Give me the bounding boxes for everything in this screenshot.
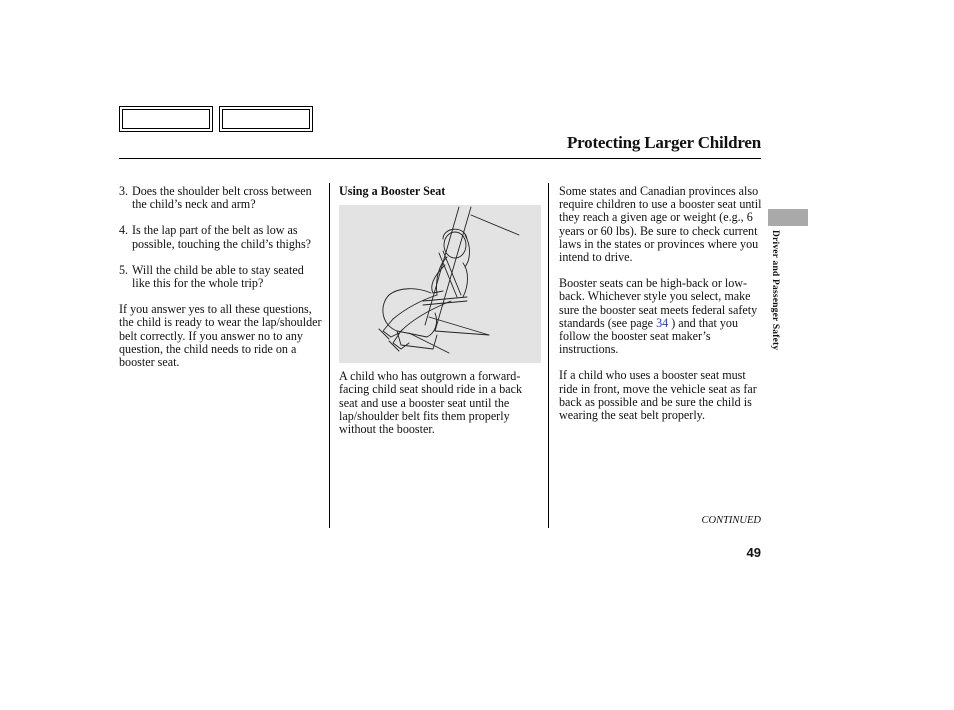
question-number: 5. — [119, 262, 129, 277]
column-1 — [119, 185, 323, 382]
question-number: 3. — [119, 184, 129, 198]
paragraph-text: Booster seats can be high-back or low-back. Whichever style you select, make sure the booster seat meets federal safety standards (see page — [559, 276, 758, 330]
child-on-booster-seat-illustration — [339, 205, 541, 363]
question-number: 4. — [119, 223, 129, 238]
section-tab — [768, 209, 808, 226]
page-reference-link[interactable]: 34 — [656, 315, 669, 330]
laws-paragraph: Some states and Canadian provinces also require children to use a booster seat until they reach a given age or weight (e.g., 6 years or 60 lbs). Be sure to check current laws in the states or provinces where you intend to drive. — [559, 184, 762, 265]
conclusion-paragraph: If you answer yes to all these questions, the child is ready to wear the lap/shoulder belt correctly. If you answer no to any question, the child needs to ride on a booster seat. — [119, 302, 322, 370]
page-number: 49 — [746, 545, 761, 560]
question-4 — [119, 224, 323, 250]
question-text: Is the lap part of the belt as low as possible, touching the child’s thighs? — [132, 223, 312, 251]
nav-button-1[interactable] — [119, 106, 213, 132]
column-divider-1 — [329, 183, 330, 528]
front-seat-paragraph: If a child who uses a booster seat must ride in front, move the vehicle seat as far back as possible and be sure the child is wearing the seat belt properly. — [559, 368, 757, 423]
question-text: Will the child be able to stay seated like this for the whole trip? — [132, 262, 304, 291]
section-subhead: Using a Booster Seat — [339, 184, 446, 198]
question-text: Does the shoulder belt cross between the child’s neck and arm? — [132, 184, 312, 212]
page-title: Protecting Larger Children — [566, 133, 761, 152]
continued-label: CONTINUED — [701, 515, 761, 526]
header-rule — [119, 158, 761, 159]
column-divider-2 — [548, 183, 549, 528]
column-3 — [559, 185, 763, 435]
booster-paragraph: A child who has outgrown a forward-facing child seat should ride in a back seat and use a booster seat until the lap/shoulder belt fits them properly without the booster. — [339, 369, 523, 437]
nav-button-2[interactable] — [219, 106, 313, 132]
paragraph-text: ) and that you follow the booster seat maker’s instructions. — [559, 315, 739, 357]
section-label: Driver and Passenger Safety — [770, 230, 780, 351]
column-2 — [339, 185, 543, 449]
question-5 — [119, 264, 323, 290]
booster-seat-drawing — [339, 205, 541, 363]
booster-types-paragraph — [559, 277, 763, 356]
question-3 — [119, 185, 323, 211]
